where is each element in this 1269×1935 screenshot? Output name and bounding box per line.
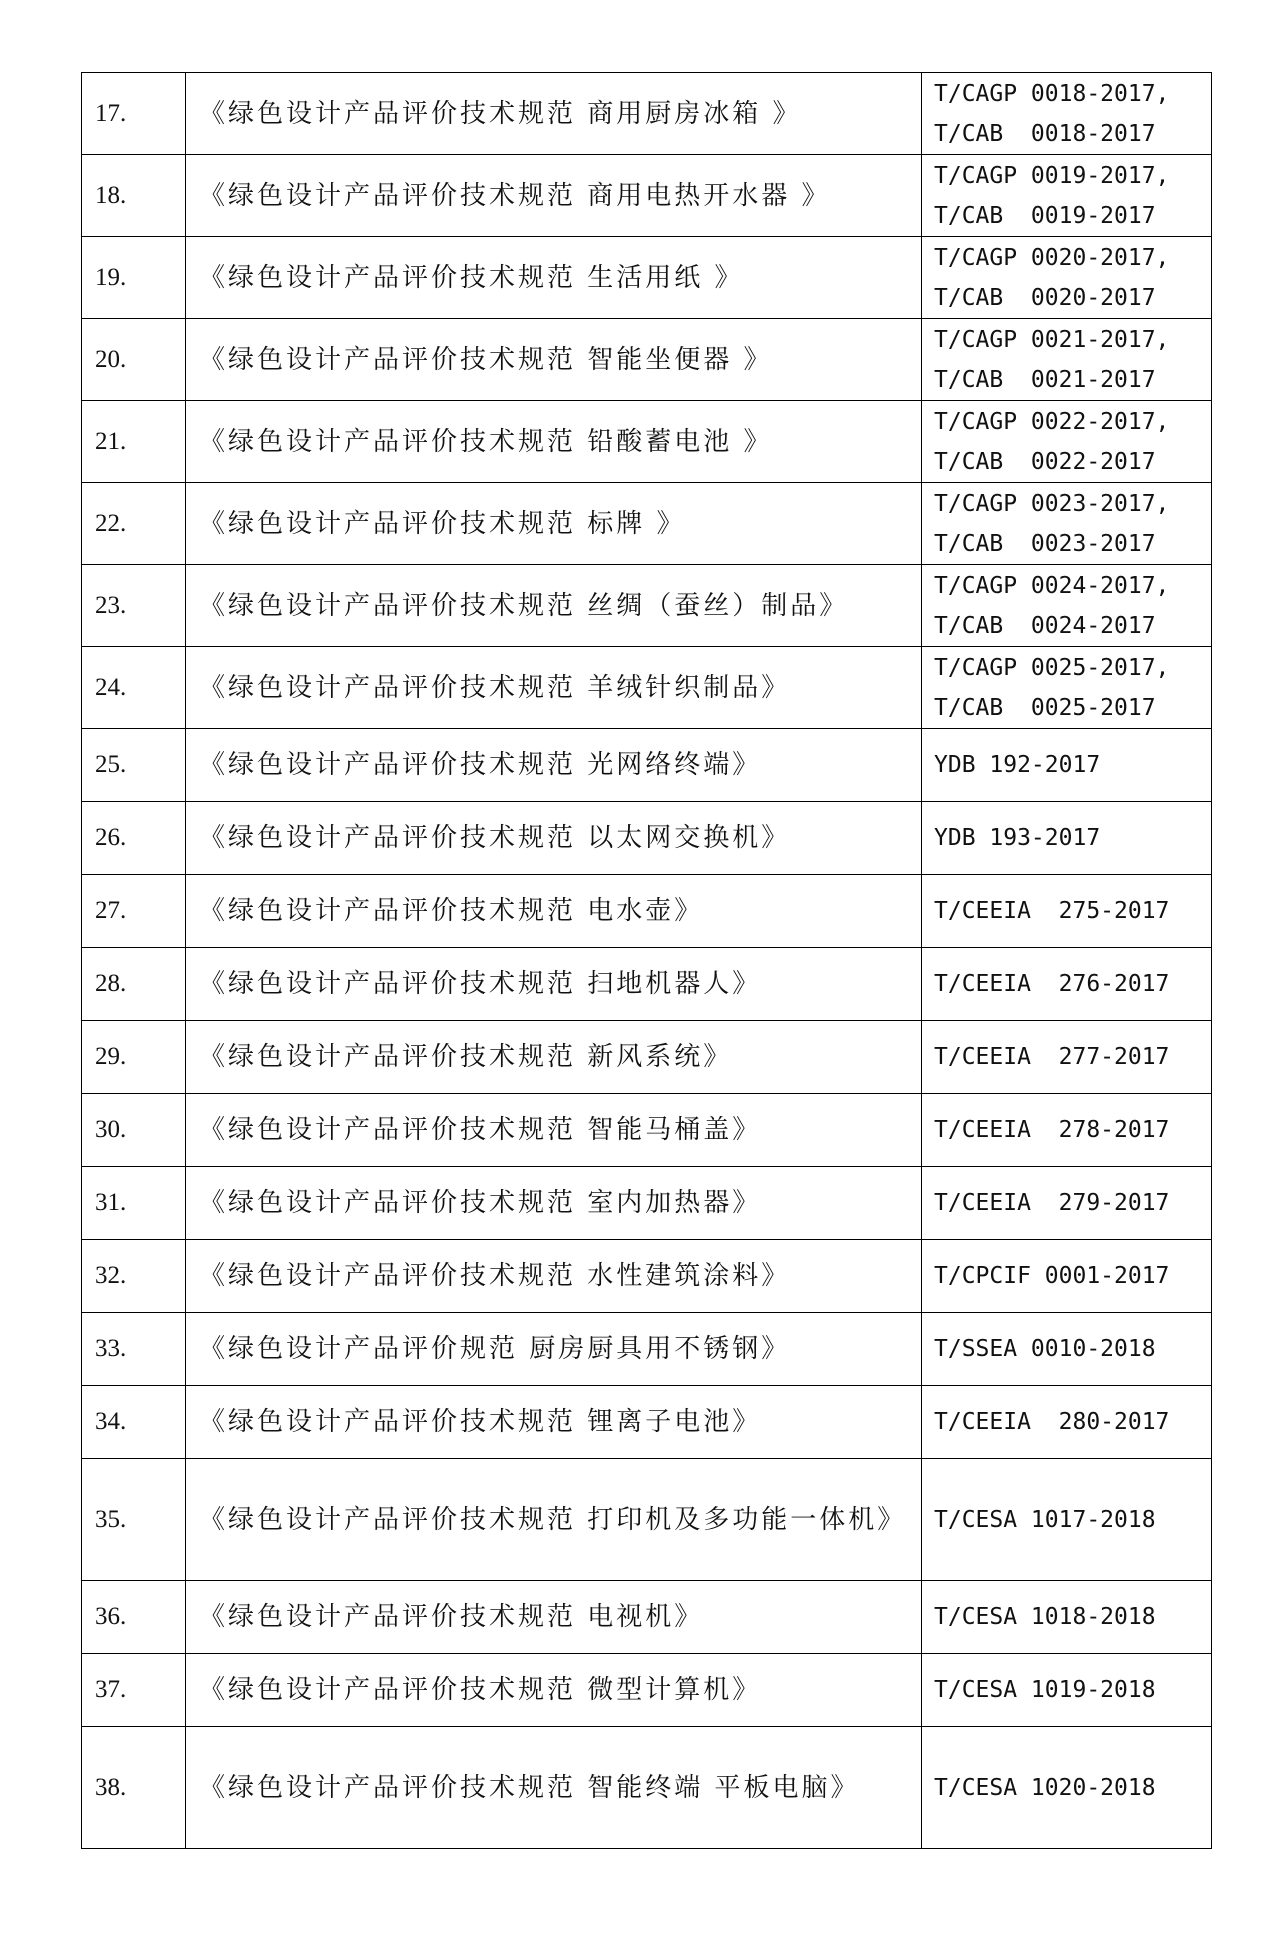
standard-code-cell <box>922 483 1212 565</box>
table-row <box>82 483 1212 565</box>
standard-code-cell <box>922 1581 1212 1654</box>
standard-code-cell <box>922 802 1212 875</box>
standard-title: 《绿色设计产品评价技术规范 商用电热开水器 》 <box>186 155 922 237</box>
standards-table-body <box>82 73 1212 1849</box>
standard-code: YDB 193-2017 <box>934 825 1101 851</box>
standard-code: T/CAGP 0021-2017, <box>934 326 1170 353</box>
row-number: 26. <box>82 802 186 875</box>
row-number: 21. <box>82 401 186 483</box>
row-number: 18. <box>82 155 186 237</box>
standard-code: T/CAB 0019-2017 <box>934 202 1156 229</box>
row-number: 24. <box>82 647 186 729</box>
standard-code-cell <box>922 1094 1212 1167</box>
standard-title: 《绿色设计产品评价技术规范 以太网交换机》 <box>186 802 922 875</box>
standard-code-cell <box>922 73 1212 155</box>
table-row <box>82 1167 1212 1240</box>
standard-code-cell <box>922 1167 1212 1240</box>
standard-code-cell <box>922 565 1212 647</box>
standard-code: T/CEEIA 276-2017 <box>934 971 1170 997</box>
standard-code: T/CAB 0024-2017 <box>934 612 1156 639</box>
standard-code: T/CEEIA 275-2017 <box>934 898 1170 924</box>
standard-title: 《绿色设计产品评价技术规范 标牌 》 <box>186 483 922 565</box>
standard-code: T/CESA 1018-2018 <box>934 1604 1156 1630</box>
standard-code-cell <box>922 401 1212 483</box>
row-number: 23. <box>82 565 186 647</box>
standard-code: T/CAB 0025-2017 <box>934 694 1156 721</box>
standard-code: T/CAB 0020-2017 <box>934 284 1156 311</box>
standard-code-cell <box>922 1727 1212 1849</box>
standard-title: 《绿色设计产品评价技术规范 打印机及多功能一体机》 <box>186 1459 922 1581</box>
standard-code: T/CEEIA 280-2017 <box>934 1409 1170 1435</box>
standard-title: 《绿色设计产品评价规范 厨房厨具用不锈钢》 <box>186 1313 922 1386</box>
row-number: 32. <box>82 1240 186 1313</box>
standard-code: T/CAB 0021-2017 <box>934 366 1156 393</box>
table-row <box>82 401 1212 483</box>
table-row <box>82 1727 1212 1849</box>
standard-title: 《绿色设计产品评价技术规范 智能坐便器 》 <box>186 319 922 401</box>
standard-code: T/CPCIF 0001-2017 <box>934 1263 1170 1289</box>
standard-code: T/CAGP 0020-2017, <box>934 244 1170 271</box>
standard-code: T/CAB 0022-2017 <box>934 448 1156 475</box>
standard-code-cell <box>922 1459 1212 1581</box>
standard-title: 《绿色设计产品评价技术规范 光网络终端》 <box>186 729 922 802</box>
standard-title: 《绿色设计产品评价技术规范 铅酸蓄电池 》 <box>186 401 922 483</box>
standard-code-cell <box>922 319 1212 401</box>
standard-code: T/CEEIA 277-2017 <box>934 1044 1170 1070</box>
standard-title: 《绿色设计产品评价技术规范 水性建筑涂料》 <box>186 1240 922 1313</box>
table-row <box>82 1654 1212 1727</box>
standard-title: 《绿色设计产品评价技术规范 商用厨房冰箱 》 <box>186 73 922 155</box>
table-row <box>82 802 1212 875</box>
standard-title: 《绿色设计产品评价技术规范 微型计算机》 <box>186 1654 922 1727</box>
standard-code-cell <box>922 237 1212 319</box>
row-number: 22. <box>82 483 186 565</box>
table-row <box>82 1459 1212 1581</box>
row-number: 31. <box>82 1167 186 1240</box>
standard-code-cell <box>922 1654 1212 1727</box>
row-number: 25. <box>82 729 186 802</box>
standard-code-cell <box>922 1240 1212 1313</box>
standard-code: T/CAGP 0025-2017, <box>934 654 1170 681</box>
standard-code: T/CESA 1019-2018 <box>934 1677 1156 1703</box>
table-row <box>82 319 1212 401</box>
standard-title: 《绿色设计产品评价技术规范 丝绸（蚕丝）制品》 <box>186 565 922 647</box>
row-number: 29. <box>82 1021 186 1094</box>
table-row <box>82 647 1212 729</box>
standard-code: T/CAGP 0019-2017, <box>934 162 1170 189</box>
table-row <box>82 1240 1212 1313</box>
standard-code-cell <box>922 1386 1212 1459</box>
standard-code-cell <box>922 155 1212 237</box>
row-number: 30. <box>82 1094 186 1167</box>
standard-code: T/CAGP 0018-2017, <box>934 80 1170 107</box>
standard-code-cell <box>922 1313 1212 1386</box>
standard-code: T/CAGP 0022-2017, <box>934 408 1170 435</box>
table-row <box>82 237 1212 319</box>
standard-title: 《绿色设计产品评价技术规范 电水壶》 <box>186 875 922 948</box>
row-number: 20. <box>82 319 186 401</box>
standards-table <box>81 72 1212 1849</box>
standard-code: T/CAB 0018-2017 <box>934 120 1156 147</box>
standard-code-cell <box>922 875 1212 948</box>
standard-code-cell <box>922 729 1212 802</box>
row-number: 33. <box>82 1313 186 1386</box>
standard-title: 《绿色设计产品评价技术规范 智能终端 平板电脑》 <box>186 1727 922 1849</box>
row-number: 28. <box>82 948 186 1021</box>
row-number: 34. <box>82 1386 186 1459</box>
standard-code: T/CAGP 0024-2017, <box>934 572 1170 599</box>
standard-code-cell <box>922 948 1212 1021</box>
standard-code-cell <box>922 1021 1212 1094</box>
standard-code: T/CESA 1020-2018 <box>934 1774 1156 1801</box>
standard-title: 《绿色设计产品评价技术规范 智能马桶盖》 <box>186 1094 922 1167</box>
row-number: 36. <box>82 1581 186 1654</box>
table-row <box>82 948 1212 1021</box>
standard-title: 《绿色设计产品评价技术规范 扫地机器人》 <box>186 948 922 1021</box>
table-row <box>82 565 1212 647</box>
table-row <box>82 155 1212 237</box>
table-row <box>82 1386 1212 1459</box>
standard-title: 《绿色设计产品评价技术规范 生活用纸 》 <box>186 237 922 319</box>
row-number: 37. <box>82 1654 186 1727</box>
standard-code: YDB 192-2017 <box>934 752 1101 778</box>
standard-code: T/CEEIA 279-2017 <box>934 1190 1170 1216</box>
table-row <box>82 1021 1212 1094</box>
row-number: 17. <box>82 73 186 155</box>
table-row <box>82 729 1212 802</box>
row-number: 38. <box>82 1727 186 1849</box>
row-number: 19. <box>82 237 186 319</box>
row-number: 27. <box>82 875 186 948</box>
standard-code: T/SSEA 0010-2018 <box>934 1336 1156 1362</box>
standard-code: T/CESA 1017-2018 <box>934 1506 1156 1533</box>
row-number: 35. <box>82 1459 186 1581</box>
standard-title: 《绿色设计产品评价技术规范 锂离子电池》 <box>186 1386 922 1459</box>
standard-title: 《绿色设计产品评价技术规范 羊绒针织制品》 <box>186 647 922 729</box>
table-row <box>82 1094 1212 1167</box>
table-row <box>82 1581 1212 1654</box>
table-row <box>82 73 1212 155</box>
standard-title: 《绿色设计产品评价技术规范 新风系统》 <box>186 1021 922 1094</box>
standard-title: 《绿色设计产品评价技术规范 电视机》 <box>186 1581 922 1654</box>
standard-code: T/CAGP 0023-2017, <box>934 490 1170 517</box>
table-row <box>82 1313 1212 1386</box>
standard-title: 《绿色设计产品评价技术规范 室内加热器》 <box>186 1167 922 1240</box>
standard-code: T/CEEIA 278-2017 <box>934 1117 1170 1143</box>
standard-code-cell <box>922 647 1212 729</box>
table-row <box>82 875 1212 948</box>
standard-code: T/CAB 0023-2017 <box>934 530 1156 557</box>
